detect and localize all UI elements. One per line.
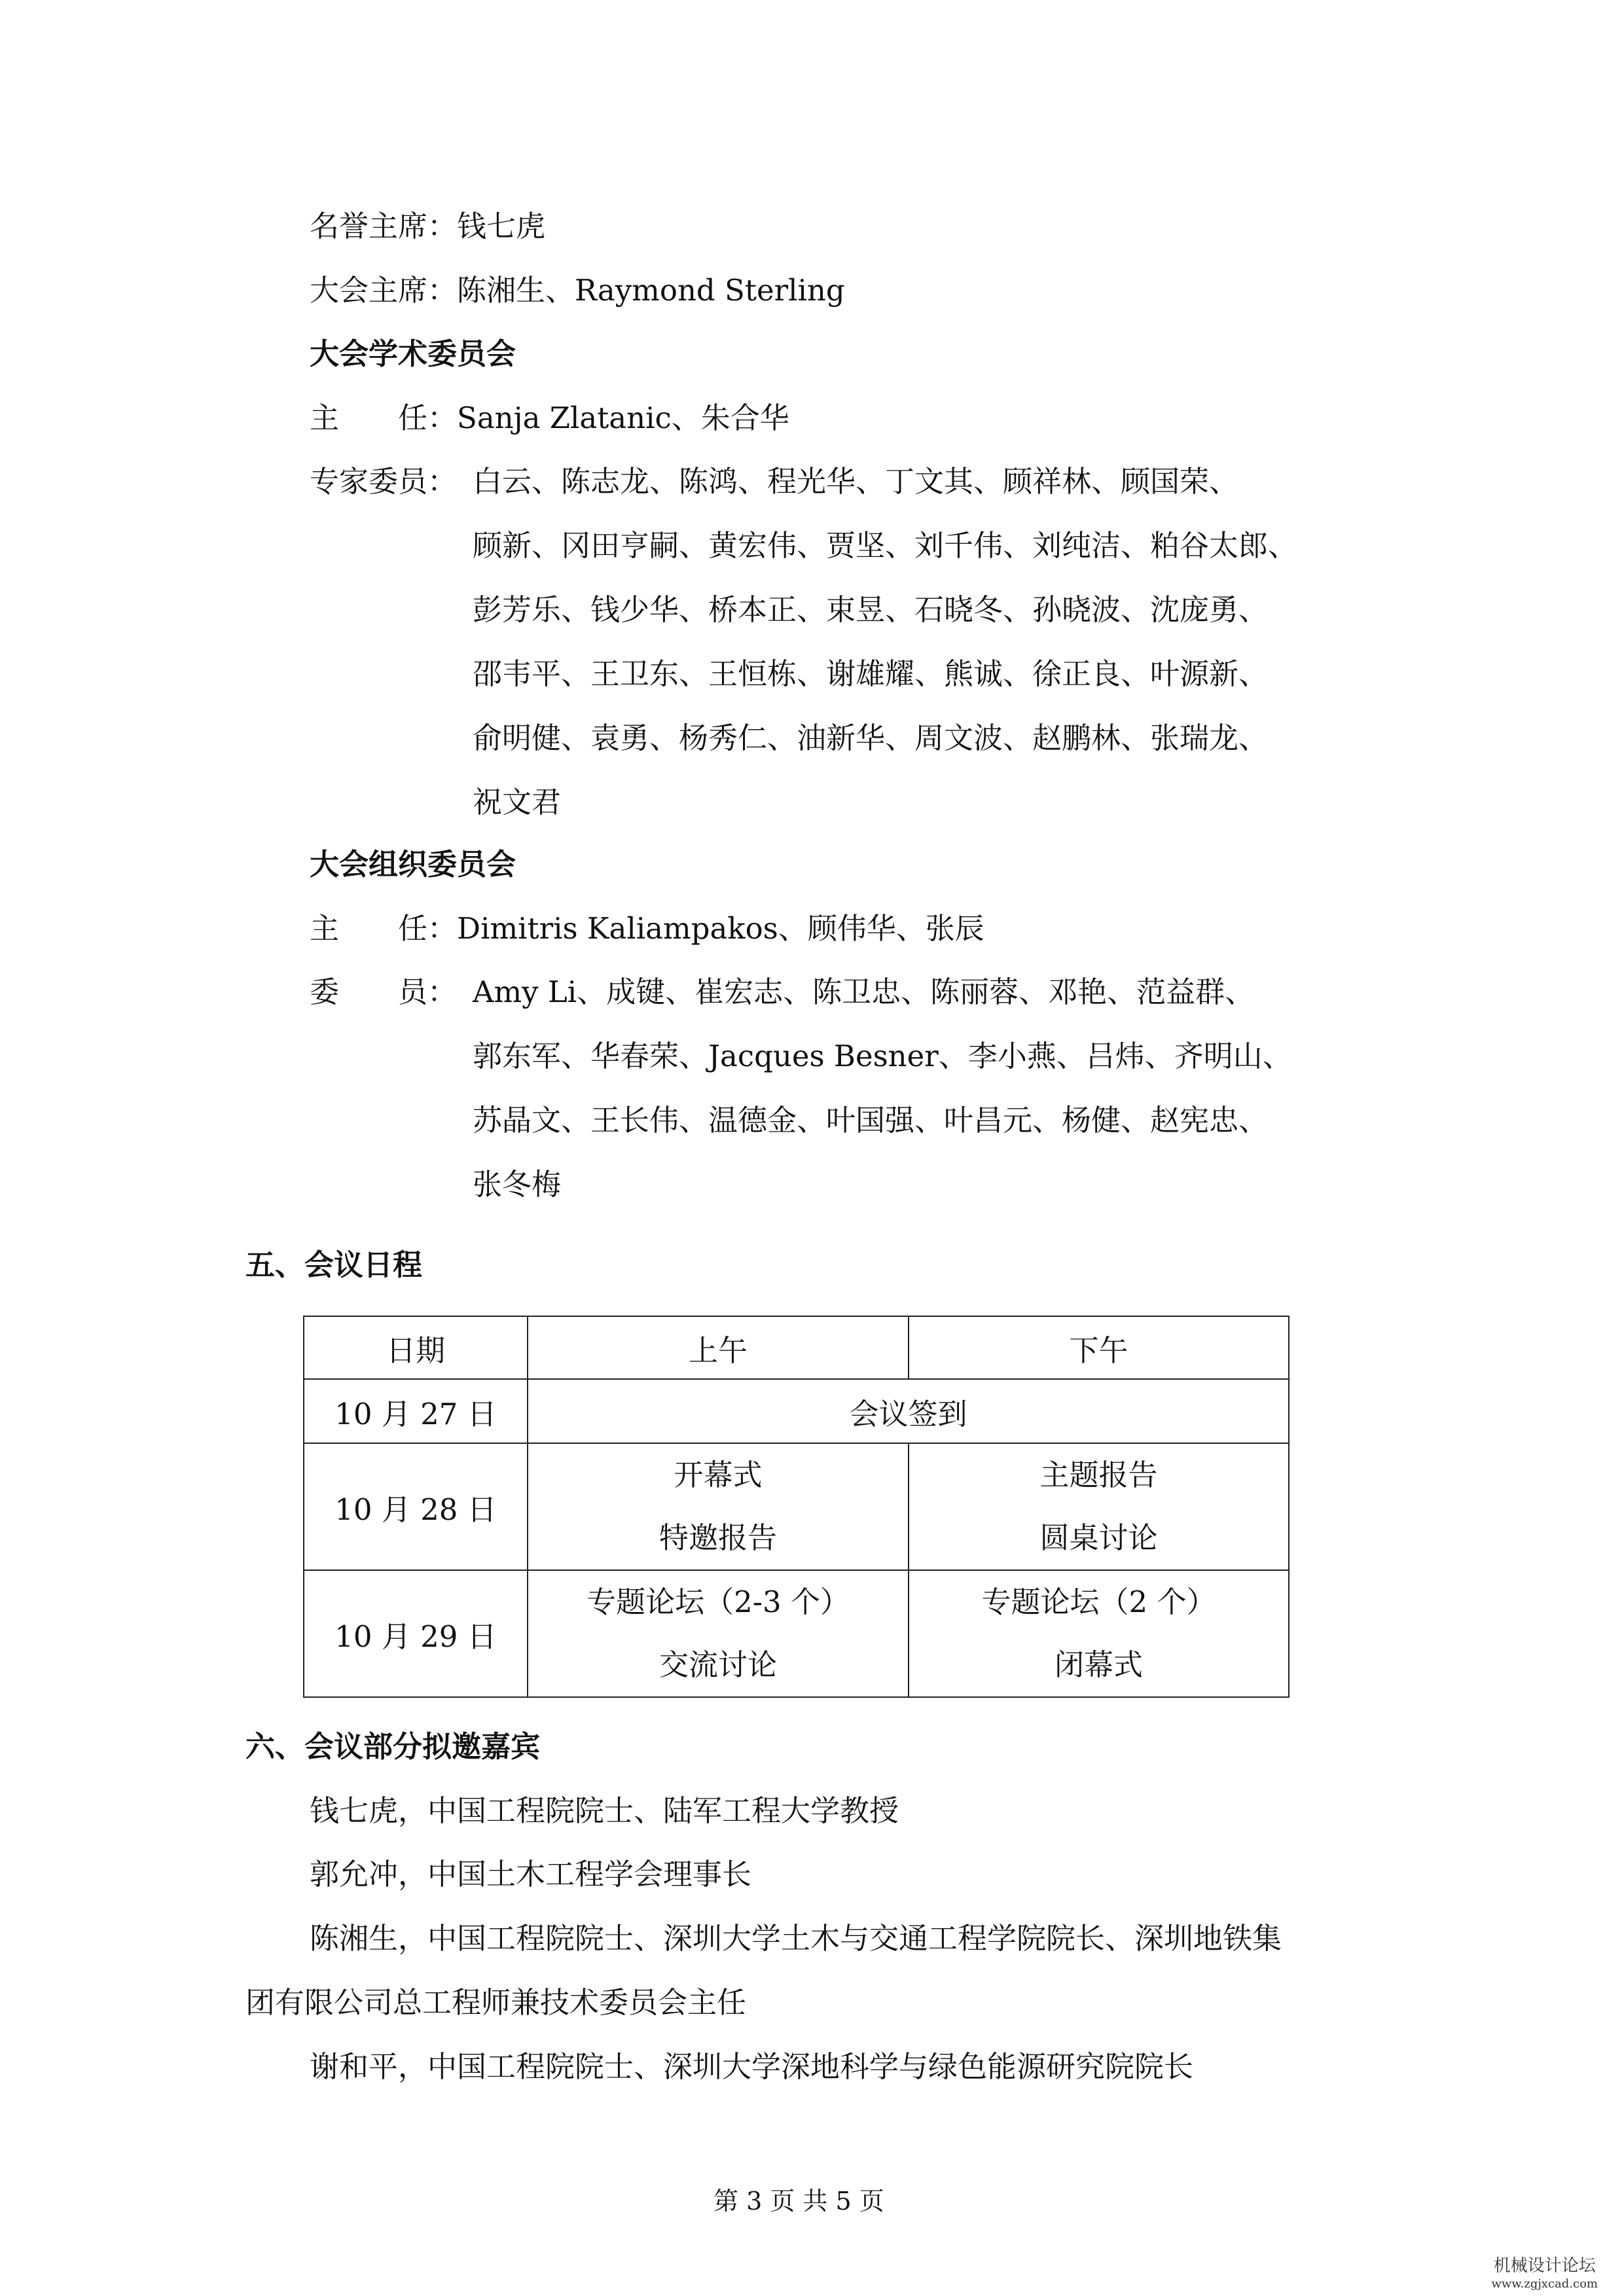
experts-label: 专家委员：: [310, 464, 458, 499]
honorary-chair-label: 名誉主席：: [310, 209, 458, 243]
table-header-row: [304, 1316, 1289, 1379]
row-date: 10 月 28 日: [304, 1443, 528, 1570]
members-line: 郭东军、华春荣、Jacques Besner、李小燕、吕炜、齐明山、: [473, 1039, 1292, 1073]
header-date: 日期: [304, 1316, 528, 1379]
honorary-chair-name: 钱七虎: [457, 209, 546, 243]
morning-item: 开幕式: [674, 1458, 763, 1492]
chair-names: 陈湘生、Raymond Sterling: [457, 273, 845, 308]
experts-line: 顾新、冈田亨嗣、黄宏伟、贾坚、刘千伟、刘纯洁、粕谷太郎、: [473, 528, 1298, 563]
table-row: [304, 1570, 1289, 1697]
experts-line: 祝文君: [473, 785, 562, 819]
academic-committee-heading: 大会学术委员会: [310, 336, 516, 371]
row-date: 10 月 29 日: [304, 1570, 528, 1697]
row-afternoon: [909, 1443, 1289, 1570]
experts-line: 白云、陈志龙、陈鸿、程光华、丁文其、顾祥林、顾国荣、: [473, 464, 1239, 499]
experts-line: 俞明健、袁勇、杨秀仁、油新华、周文波、赵鹏林、张瑞龙、: [473, 721, 1269, 755]
guest-line: 陈湘生，中国工程院院士、深圳大学土木与交通工程学院院长、深圳地铁集: [310, 1921, 1282, 1956]
organizing-director-label: 主 任：: [310, 911, 458, 946]
afternoon-item: 主题报告: [1039, 1458, 1158, 1492]
schedule-heading: 五、会议日程: [245, 1247, 423, 1282]
guest-line-continued: 团有限公司总工程师兼技术委员会主任: [245, 1985, 747, 2020]
organizing-director-line: [310, 909, 984, 948]
header-morning: 上午: [528, 1316, 909, 1379]
organizing-director-names: Dimitris Kaliampakos、顾伟华、张辰: [457, 911, 984, 946]
organizing-committee-heading: 大会组织委员会: [310, 847, 516, 882]
row-afternoon: [909, 1570, 1289, 1697]
honorary-chair-line: [310, 207, 545, 246]
members-line: 苏晶文、王长伟、温德金、叶国强、叶昌元、杨健、赵宪忠、: [473, 1103, 1269, 1138]
table-row: [304, 1443, 1289, 1570]
members-line: Amy Li、成键、崔宏志、陈卫忠、陈丽蓉、邓艳、范益群、: [473, 975, 1255, 1009]
experts-list: [473, 462, 1389, 847]
table-row: [304, 1379, 1289, 1443]
schedule-table: [303, 1316, 1290, 1698]
members-list: [473, 973, 1389, 1229]
guest-line: 钱七虎，中国工程院院士、陆军工程大学教授: [310, 1793, 899, 1828]
academic-director-names: Sanja Zlatanic、朱合华: [457, 401, 789, 435]
row-morning: [528, 1443, 909, 1570]
morning-item: 交流讨论: [659, 1647, 777, 1682]
experts-line: 彭芳乐、钱少华、桥本正、束昱、石晓冬、孙晓波、沈庞勇、: [473, 592, 1269, 627]
watermark-logo: [1491, 2257, 1598, 2293]
row-date: 10 月 27 日: [304, 1379, 528, 1443]
watermark-url: www.zgjxcad.com: [1491, 2277, 1598, 2291]
afternoon-item: 专题论坛（2 个）: [981, 1585, 1216, 1619]
academic-director-label: 主 任：: [310, 401, 458, 435]
guests-heading: 六、会议部分拟邀嘉宾: [245, 1729, 541, 1764]
page-number-footer: 第 3 页 共 5 页: [713, 2187, 884, 2215]
experts-line: 邵韦平、王卫东、王恒栋、谢雄耀、熊诚、徐正良、叶源新、: [473, 656, 1269, 691]
morning-item: 专题论坛（2-3 个）: [586, 1585, 850, 1619]
guest-line: 郭允冲，中国土木工程学会理事长: [310, 1857, 752, 1892]
chair-line: [310, 271, 845, 310]
watermark-name: 机械设计论坛: [1493, 2256, 1596, 2276]
academic-director-line: [310, 399, 789, 438]
chair-label: 大会主席：: [310, 273, 458, 308]
afternoon-item: 闭幕式: [1054, 1647, 1143, 1682]
members-label: 委 员：: [310, 975, 458, 1009]
row-full-day: 会议签到: [528, 1379, 1289, 1443]
afternoon-item: 圆桌讨论: [1039, 1520, 1158, 1555]
header-afternoon: 下午: [909, 1316, 1289, 1379]
members-line: 张冬梅: [473, 1167, 562, 1202]
morning-item: 特邀报告: [659, 1520, 777, 1555]
row-morning: [528, 1570, 909, 1697]
guest-line: 谢和平，中国工程院院士、深圳大学深地科学与绿色能源研究院院长: [310, 2049, 1194, 2084]
